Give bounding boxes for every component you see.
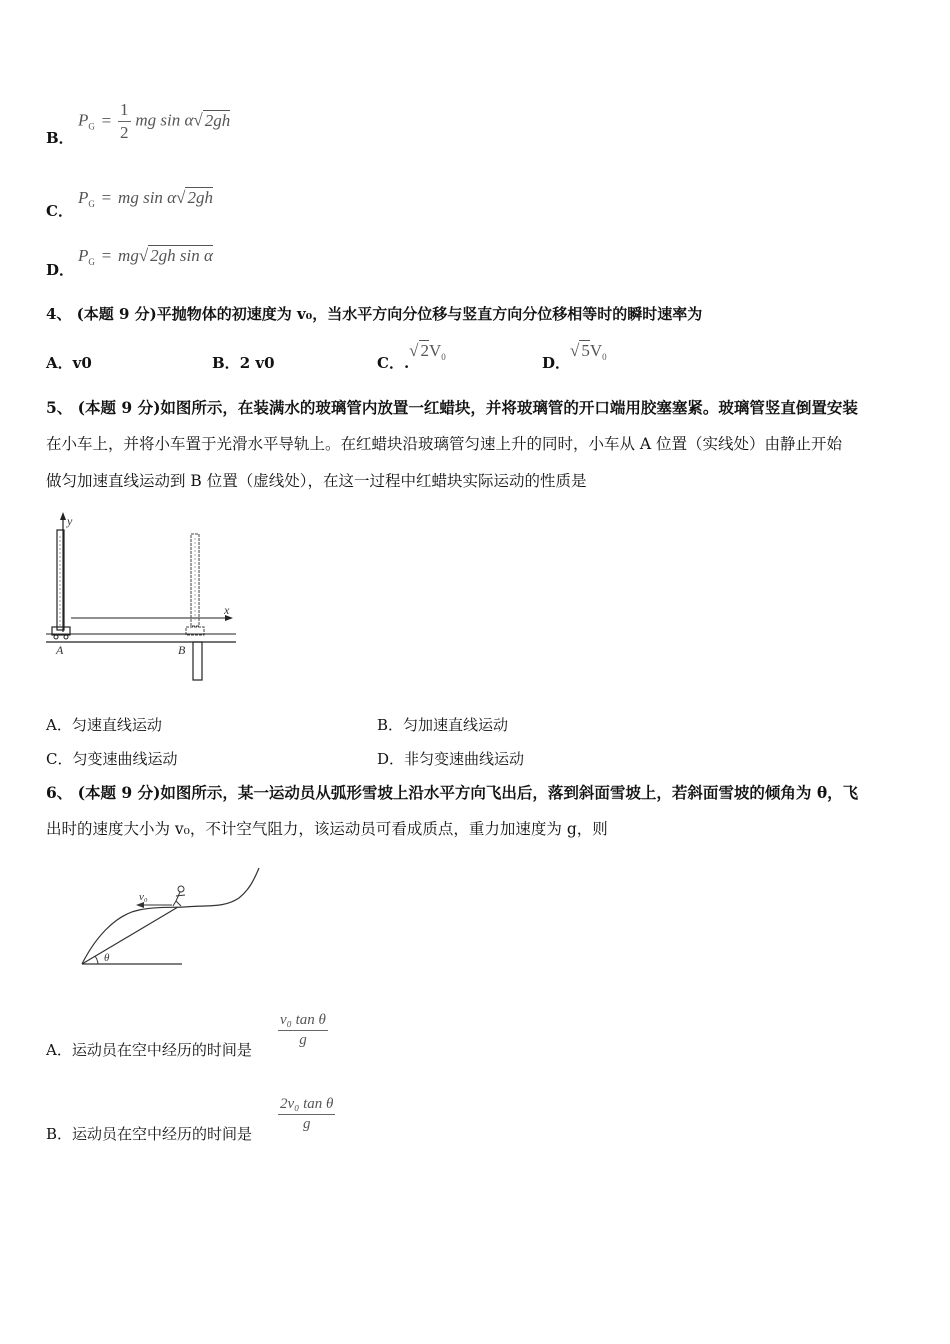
option-c-label: C．: [46, 202, 73, 220]
x-axis-label: x: [224, 603, 230, 617]
question-5-stem: 5、 (本题 9 分)如图所示，在装满水的玻璃管内放置一红蜡块，并将玻璃管的开口端用胶塞塞紧。玻璃管竖直倒置安装 在小车上，并将小车置于光滑水平导轨上。在红蜡块沿玻璃管匀速上升的同时，小车从 A 位置（实线处）由静止开始 做匀加速直线运动到 B 位置（虚线处），在这一过程中红蜡块实际运动的性质是: [46, 398, 858, 490]
q6-option-a-formula: $\frac{\text{v₀ tan θ}}{g}$: [280, 1012, 326, 1048]
q4-option-b: B．2 v0: [212, 354, 275, 372]
option-c-formula: $P_G$ = mg sin α√ 2gh: [78, 188, 213, 209]
q6-option-b: B．运动员在空中经历的时间是: [46, 1125, 253, 1143]
option-b-formula: $P_G$ = $\frac{1}{2}$ mg sin α√ 2gh: [78, 100, 231, 142]
label-a: A: [56, 643, 64, 657]
q5-option-b: B．匀加速直线运动: [377, 716, 509, 734]
question-6-stem: 6、 (本题 9 分)如图所示，某一运动员从弧形雪坡上沿水平方向飞出后，落到斜面雪坡上，若斜面雪坡的倾角为 θ，飞 出时的速度大小为 v₀，不计空气阻力，该运动员可看成质点，重力加速度为 g，则: [46, 783, 859, 838]
q6-option-a: A．运动员在空中经历的时间是: [46, 1041, 252, 1059]
q5-option-d: D．非匀变速曲线运动: [377, 750, 525, 768]
ski-slope-figure: [44, 860, 279, 975]
q4-option-d: D．√ $5V_0$: [542, 341, 607, 372]
option-d-label: D．: [46, 261, 75, 279]
q4-option-c: C．.√ $2V_0$: [377, 341, 446, 372]
q6-option-b-formula: $\frac{\text{2v₀ tan θ}}{g}$: [280, 1096, 334, 1132]
question-4-stem: 4、 (本题 9 分)平抛物体的初速度为 v₀，当水平方向分位移与竖直方向分位移相等时的瞬时速率为: [46, 305, 703, 323]
option-d-formula: $P_G = mg√$ 2gh sin α: [78, 246, 213, 267]
cart-tube-figure: [44, 510, 244, 685]
y-axis-label: y: [67, 514, 73, 528]
theta-label: θ: [104, 952, 110, 964]
option-b-label: B．: [46, 129, 74, 147]
q4-option-a: A．v0: [46, 354, 92, 372]
q5-option-c: C．匀变速曲线运动: [46, 750, 178, 768]
v0-label: v₀: [139, 891, 148, 903]
label-b: B: [178, 643, 186, 657]
q5-option-a: A．匀速直线运动: [46, 716, 162, 734]
fraction: $\frac{1}{2}$: [120, 100, 129, 142]
